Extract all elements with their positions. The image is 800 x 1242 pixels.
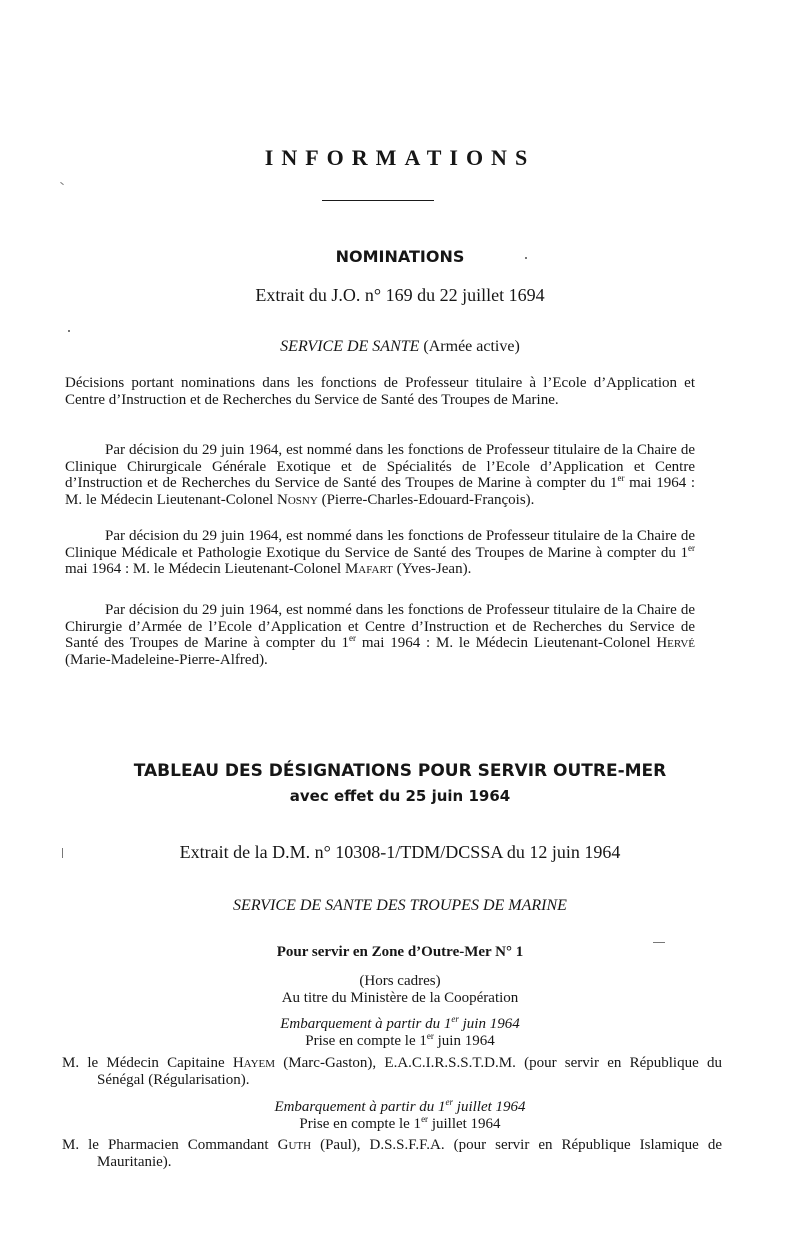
- scan-speck: [60, 182, 64, 185]
- m2-b: (Paul), D.S.S.F.F.A. (pour servir en République Islamique de Mauritanie).: [97, 1137, 722, 1170]
- p1-mid: mai 1964 : M. le Médecin Lieutenant-Colonel: [65, 475, 695, 508]
- m1-a: M. le Médecin Capitaine: [62, 1055, 233, 1071]
- emb1-a: Embarquement à partir du 1: [280, 1016, 452, 1032]
- emb2-a: Embarquement à partir du 1: [274, 1099, 446, 1115]
- service-suffix: (Armée active): [419, 338, 520, 355]
- p2-sup: er: [688, 542, 695, 553]
- emb1-b: juin 1964: [458, 1016, 520, 1032]
- p3-name: Hervé: [656, 635, 695, 652]
- designation-2: [62, 1137, 722, 1170]
- page-title: INFORMATIONS: [264, 145, 536, 170]
- prise1-sup: er: [426, 1031, 434, 1041]
- embarquement-1: [0, 1016, 800, 1033]
- decisions-paragraph: Décisions portant nominations dans les fonctions de Professeur titulaire à l’Ecole d’Application et Centre d’Instruction et de Recherches du Service de Santé des Troupes de Marine.: [65, 375, 695, 408]
- nominations-service: [0, 338, 800, 356]
- tableau-service: SERVICE DE SANTE DES TROUPES DE MARINE: [233, 897, 567, 914]
- p3-mid: mai 1964 : M. le Médecin Lieutenant-Colonel: [356, 635, 657, 652]
- nominations-extrait: Extrait du J.O. n° 169 du 22 juillet 1694: [255, 285, 545, 305]
- p1-end: (Pierre-Charles-Edouard-François).: [317, 491, 535, 508]
- prise-en-compte-1: [0, 1033, 800, 1050]
- zone-heading: Pour servir en Zone d’Outre-Mer N° 1: [276, 944, 524, 960]
- p2-text: Par décision du 29 juin 1964, est nommé dans les fonctions de Professeur titulaire de la Chaire de Clinique Médicale et Pathologie Exotique du Service de Santé des Troupes de Marine à compter du 1: [65, 528, 695, 561]
- m2-a: M. le Pharmacien Commandant: [62, 1137, 278, 1153]
- prise1-a: Prise en compte le 1: [305, 1033, 427, 1049]
- m1-name: Hayem: [232, 1055, 276, 1071]
- m2-name: Guth: [277, 1137, 312, 1153]
- p1-name: Nosny: [277, 491, 318, 508]
- scan-speck: [68, 330, 70, 332]
- p1-text: Par décision du 29 juin 1964, est nommé dans les fonctions de Professeur titulaire de la Chaire de Clinique Chirurgicale Générale Exotique et de Spécialités de l’Ecole d’Application et Centre d’Instruction et de Recherches du Service de Santé des Troupes de Marine à compter du 1: [65, 442, 695, 492]
- scan-speck: [525, 257, 527, 259]
- p2-name: Mafart: [344, 561, 393, 578]
- m1-b: (Marc-Gaston), E.A.C.I.R.S.S.T.D.M. (pour servir en République du Sénégal (Régularisation).: [97, 1055, 722, 1088]
- hors-cadres: (Hors cadres): [359, 973, 441, 989]
- scan-speck: [62, 848, 63, 858]
- p3-sup: er: [349, 633, 357, 644]
- tableau-extrait: Extrait de la D.M. n° 10308-1/TDM/DCSSA du 12 juin 1964: [179, 842, 621, 862]
- tableau-heading: TABLEAU DES DÉSIGNATIONS POUR SERVIR OUTRE-MER: [133, 761, 667, 781]
- prise1-b: juin 1964: [433, 1033, 495, 1049]
- ministere-line: Au titre du Ministère de la Coopération: [281, 990, 519, 1006]
- decision-paragraph-3: [65, 602, 695, 668]
- p3-text: Par décision du 29 juin 1964, est nommé dans les fonctions de Professeur titulaire de la Chaire de Chirurgie d’Armée de l’Ecole d’Application et Centre d’Instruction et de Recherches du Service de Santé des Troupes de Marine à compter du 1: [65, 602, 695, 652]
- prise2-a: Prise en compte le 1: [299, 1116, 422, 1132]
- title-divider: [322, 200, 434, 201]
- embarquement-2: [0, 1099, 800, 1116]
- p2-mid: mai 1964 : M. le Médecin Lieutenant-Colonel: [65, 561, 345, 578]
- p3-end: (Marie-Madeleine-Pierre-Alfred).: [65, 651, 268, 668]
- p1-sup: er: [617, 473, 625, 484]
- emb2-b: juillet 1964: [453, 1099, 526, 1115]
- service-name: SERVICE DE SANTE: [280, 338, 420, 355]
- emb2-sup: er: [445, 1097, 454, 1107]
- decision-paragraph-2: [65, 528, 695, 578]
- tableau-subheading: avec effet du 25 juin 1964: [289, 787, 511, 805]
- decision-paragraph-1: [65, 442, 695, 508]
- prise2-b: juillet 1964: [428, 1116, 501, 1132]
- prise-en-compte-2: [0, 1116, 800, 1133]
- nominations-heading: NOMINATIONS: [335, 247, 465, 266]
- prise2-sup: er: [421, 1114, 429, 1124]
- scan-speck: [653, 942, 665, 943]
- emb1-sup: er: [451, 1014, 459, 1024]
- p2-end: (Yves-Jean).: [392, 561, 472, 578]
- designation-1: [62, 1055, 722, 1088]
